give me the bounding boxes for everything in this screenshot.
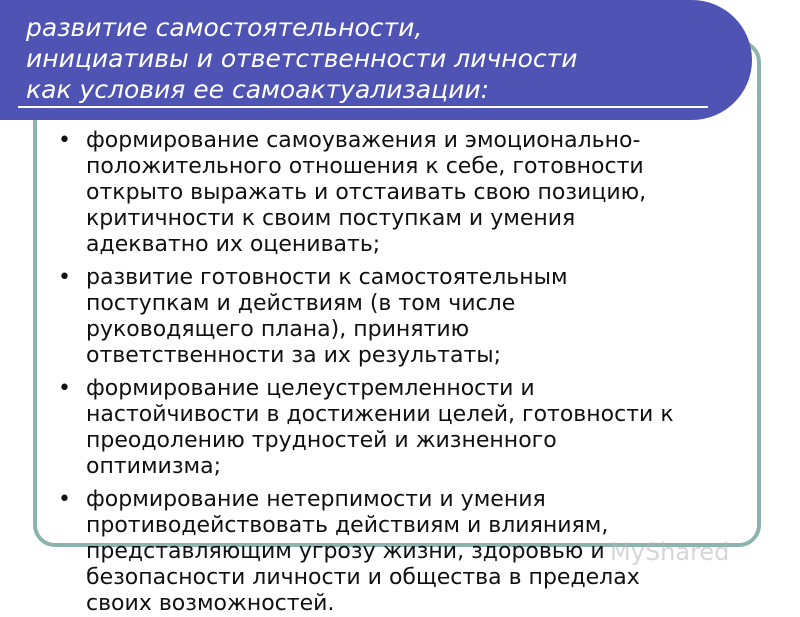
bullet-text bbox=[86, 128, 763, 258]
bullet-line: формирование самоуважения и эмоционально- bbox=[86, 128, 641, 153]
bullet-line: ответственности за их результаты; bbox=[86, 343, 502, 368]
bullet-text bbox=[86, 376, 763, 480]
bullet-line: развитие готовности к самостоятельным bbox=[86, 265, 568, 290]
watermark-logo: MyShared bbox=[610, 538, 730, 566]
bullet-line: преодолению трудностей и жизненного bbox=[86, 428, 557, 453]
bullet-line: критичности к своим поступкам и умения bbox=[86, 206, 576, 231]
slide-title bbox=[26, 12, 741, 105]
bullet-line: формирование целеустремленности и bbox=[86, 376, 535, 401]
bullet-icon: • bbox=[58, 128, 71, 153]
bullet-line: оптимизма; bbox=[86, 454, 222, 479]
bullet-line: формирование нетерпимости и умения bbox=[86, 487, 546, 512]
list-item bbox=[58, 128, 763, 258]
bullet-line: противодействовать действиям и влияниям, bbox=[86, 513, 609, 538]
title-line: инициативы и ответственности личности bbox=[26, 44, 578, 73]
title-band bbox=[0, 0, 752, 120]
bullet-line: своих возможностей. bbox=[86, 591, 335, 616]
bullet-icon: • bbox=[58, 265, 71, 290]
bullet-text bbox=[86, 265, 763, 369]
bullet-line: открыто выражать и отстаивать свою позицию, bbox=[86, 180, 647, 205]
bullet-line: поступкам и действиям (в том числе bbox=[86, 291, 516, 316]
bullet-line: безопасности личности и общества в пределах bbox=[86, 565, 640, 590]
slide-content bbox=[58, 128, 763, 616]
title-underline bbox=[18, 106, 708, 108]
bullet-line: положительного отношения к себе, готовности bbox=[86, 154, 644, 179]
title-line: развитие самостоятельности, bbox=[26, 13, 423, 42]
title-line: как условия ее самоактуализации: bbox=[26, 75, 490, 104]
list-item bbox=[58, 265, 763, 369]
bullet-icon: • bbox=[58, 376, 71, 401]
bullet-line: адекватно их оценивать; bbox=[86, 232, 381, 257]
bullet-line: настойчивости в достижении целей, готовности к bbox=[86, 402, 674, 427]
bullet-line: представляющим угрозу жизни, здоровью и bbox=[86, 539, 605, 564]
list-item bbox=[58, 376, 763, 480]
bullet-icon: • bbox=[58, 487, 71, 512]
bullet-line: руководящего плана), принятию bbox=[86, 317, 470, 342]
